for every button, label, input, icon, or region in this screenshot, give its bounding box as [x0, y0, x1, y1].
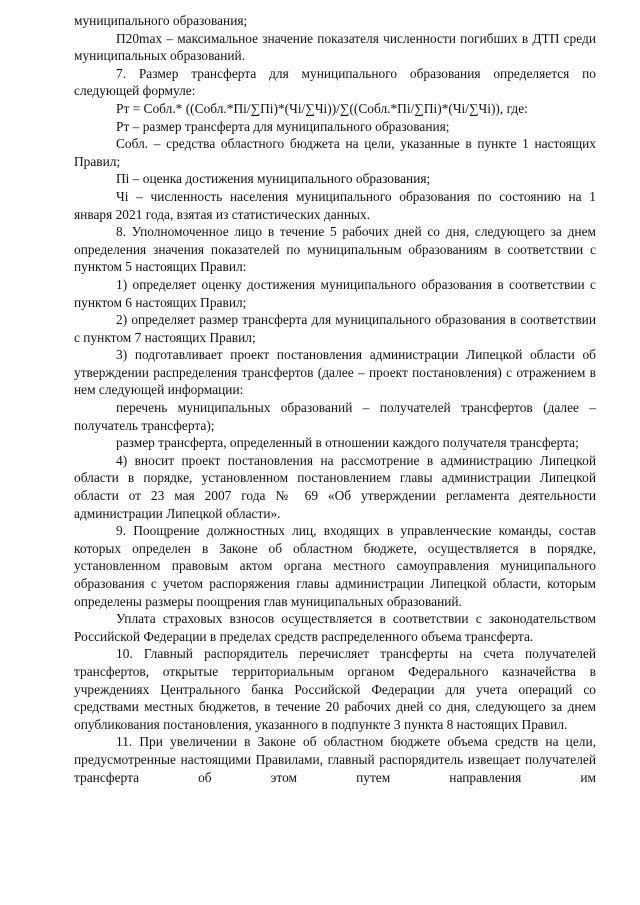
paragraph-item-10: 10. Главный распорядитель перечисляет трансферты на счета получателей трансфертов, открытые территориальным органом Федерального казначейства в учреждениях Центрального банка Российской Федерации для учета операций со средствами местных бюджетов, в течение 20 рабочих дней со дня, следующего за днем опубликования постановления, указанного в подпункте 3 пункта 8 настоящих Правил. [74, 646, 596, 732]
paragraph-insurance: Уплата страховых взносов осуществляется в соответствии с законодательством Российской Федерации в пределах средств распределенного объема трансферта. [74, 611, 596, 644]
paragraph-item-9: 9. Поощрение должностных лиц, входящих в управленческие команды, состав которых определен в Законе об областном бюджете, осуществляется в порядке, установленном правовым актом органа местного самоуправления муниципального образования с учетом распоряжения главы администрации Липецкой области, которым определены размеры поощрения глав муниципальных образований. [74, 523, 596, 609]
paragraph-item-7: 7. Размер трансферта для муниципального образования определяется по следующей формуле: [74, 65, 596, 99]
subitem-8-1: 1) определяет оценку достижения муниципального образования в соответствии с пунктом 6 настоящих Правил; [74, 276, 596, 310]
subitem-8-2: 2) определяет размер трансферта для муниципального образования в соответствии с пунктом 7 настоящих Правил; [74, 312, 596, 345]
paragraph-continuation: муниципального образования; [74, 13, 248, 28]
info-list-recipients: перечень муниципальных образований – получателей трансфертов (далее – получатель трансферта); [74, 400, 596, 433]
formula-line: Рт = Собл.* ((Собл.*Пi/∑Пi)*(Чi/∑Чi))/∑((Собл.*Пi/∑Пi)*(Чi/∑Чi)), где: [116, 100, 528, 116]
paragraph-item-11: 11. При увеличении в Законе об областном бюджете объема средств на цели, предусмотренные настоящими Правилами, главный распорядитель извещает получателей трансферта об этом путем направления им [74, 734, 596, 785]
definition-chi: Чi – численность населения муниципального образования по состоянию на 1 января 2021 года, взятая из статистических данных. [74, 188, 596, 222]
definition-sobl: Собл. – средства областного бюджета на цели, указанные в пункте 1 настоящих Правил; [74, 136, 596, 169]
subitem-8-3: 3) подготавливает проект постановления администрации Липецкой области об утверждении распределения трансфертов (далее – проект постановления) с отражением в нем следующей информации: [74, 347, 596, 398]
info-transfer-size: размер трансферта, определенный в отношении каждого получателя трансферта; [116, 435, 579, 451]
paragraph-item-8: 8. Уполномоченное лицо в течение 5 рабочих дней со дня, следующего за днем определения значения показателей по муниципальным образованиям в соответствии с пунктом 5 настоящих Правил: [74, 224, 596, 275]
definition-pi: Пi – оценка достижения муниципального образования; [116, 171, 431, 187]
definition-rt: Рт – размер трансферта для муниципального образования; [116, 118, 450, 134]
paragraph-p20max: П20max – максимальное значение показателя численности погибших в ДТП среди муниципальных образований. [74, 30, 596, 64]
subitem-8-4: 4) вносит проект постановления на рассмотрение в администрацию Липецкой области в порядке, установленном постановлением главы администрации Липецкой области от 23 мая 2007 года № 69 «Об утверждении регламента деятельности администрации Липецкой области». [74, 452, 596, 521]
document-page [74, 12, 596, 786]
